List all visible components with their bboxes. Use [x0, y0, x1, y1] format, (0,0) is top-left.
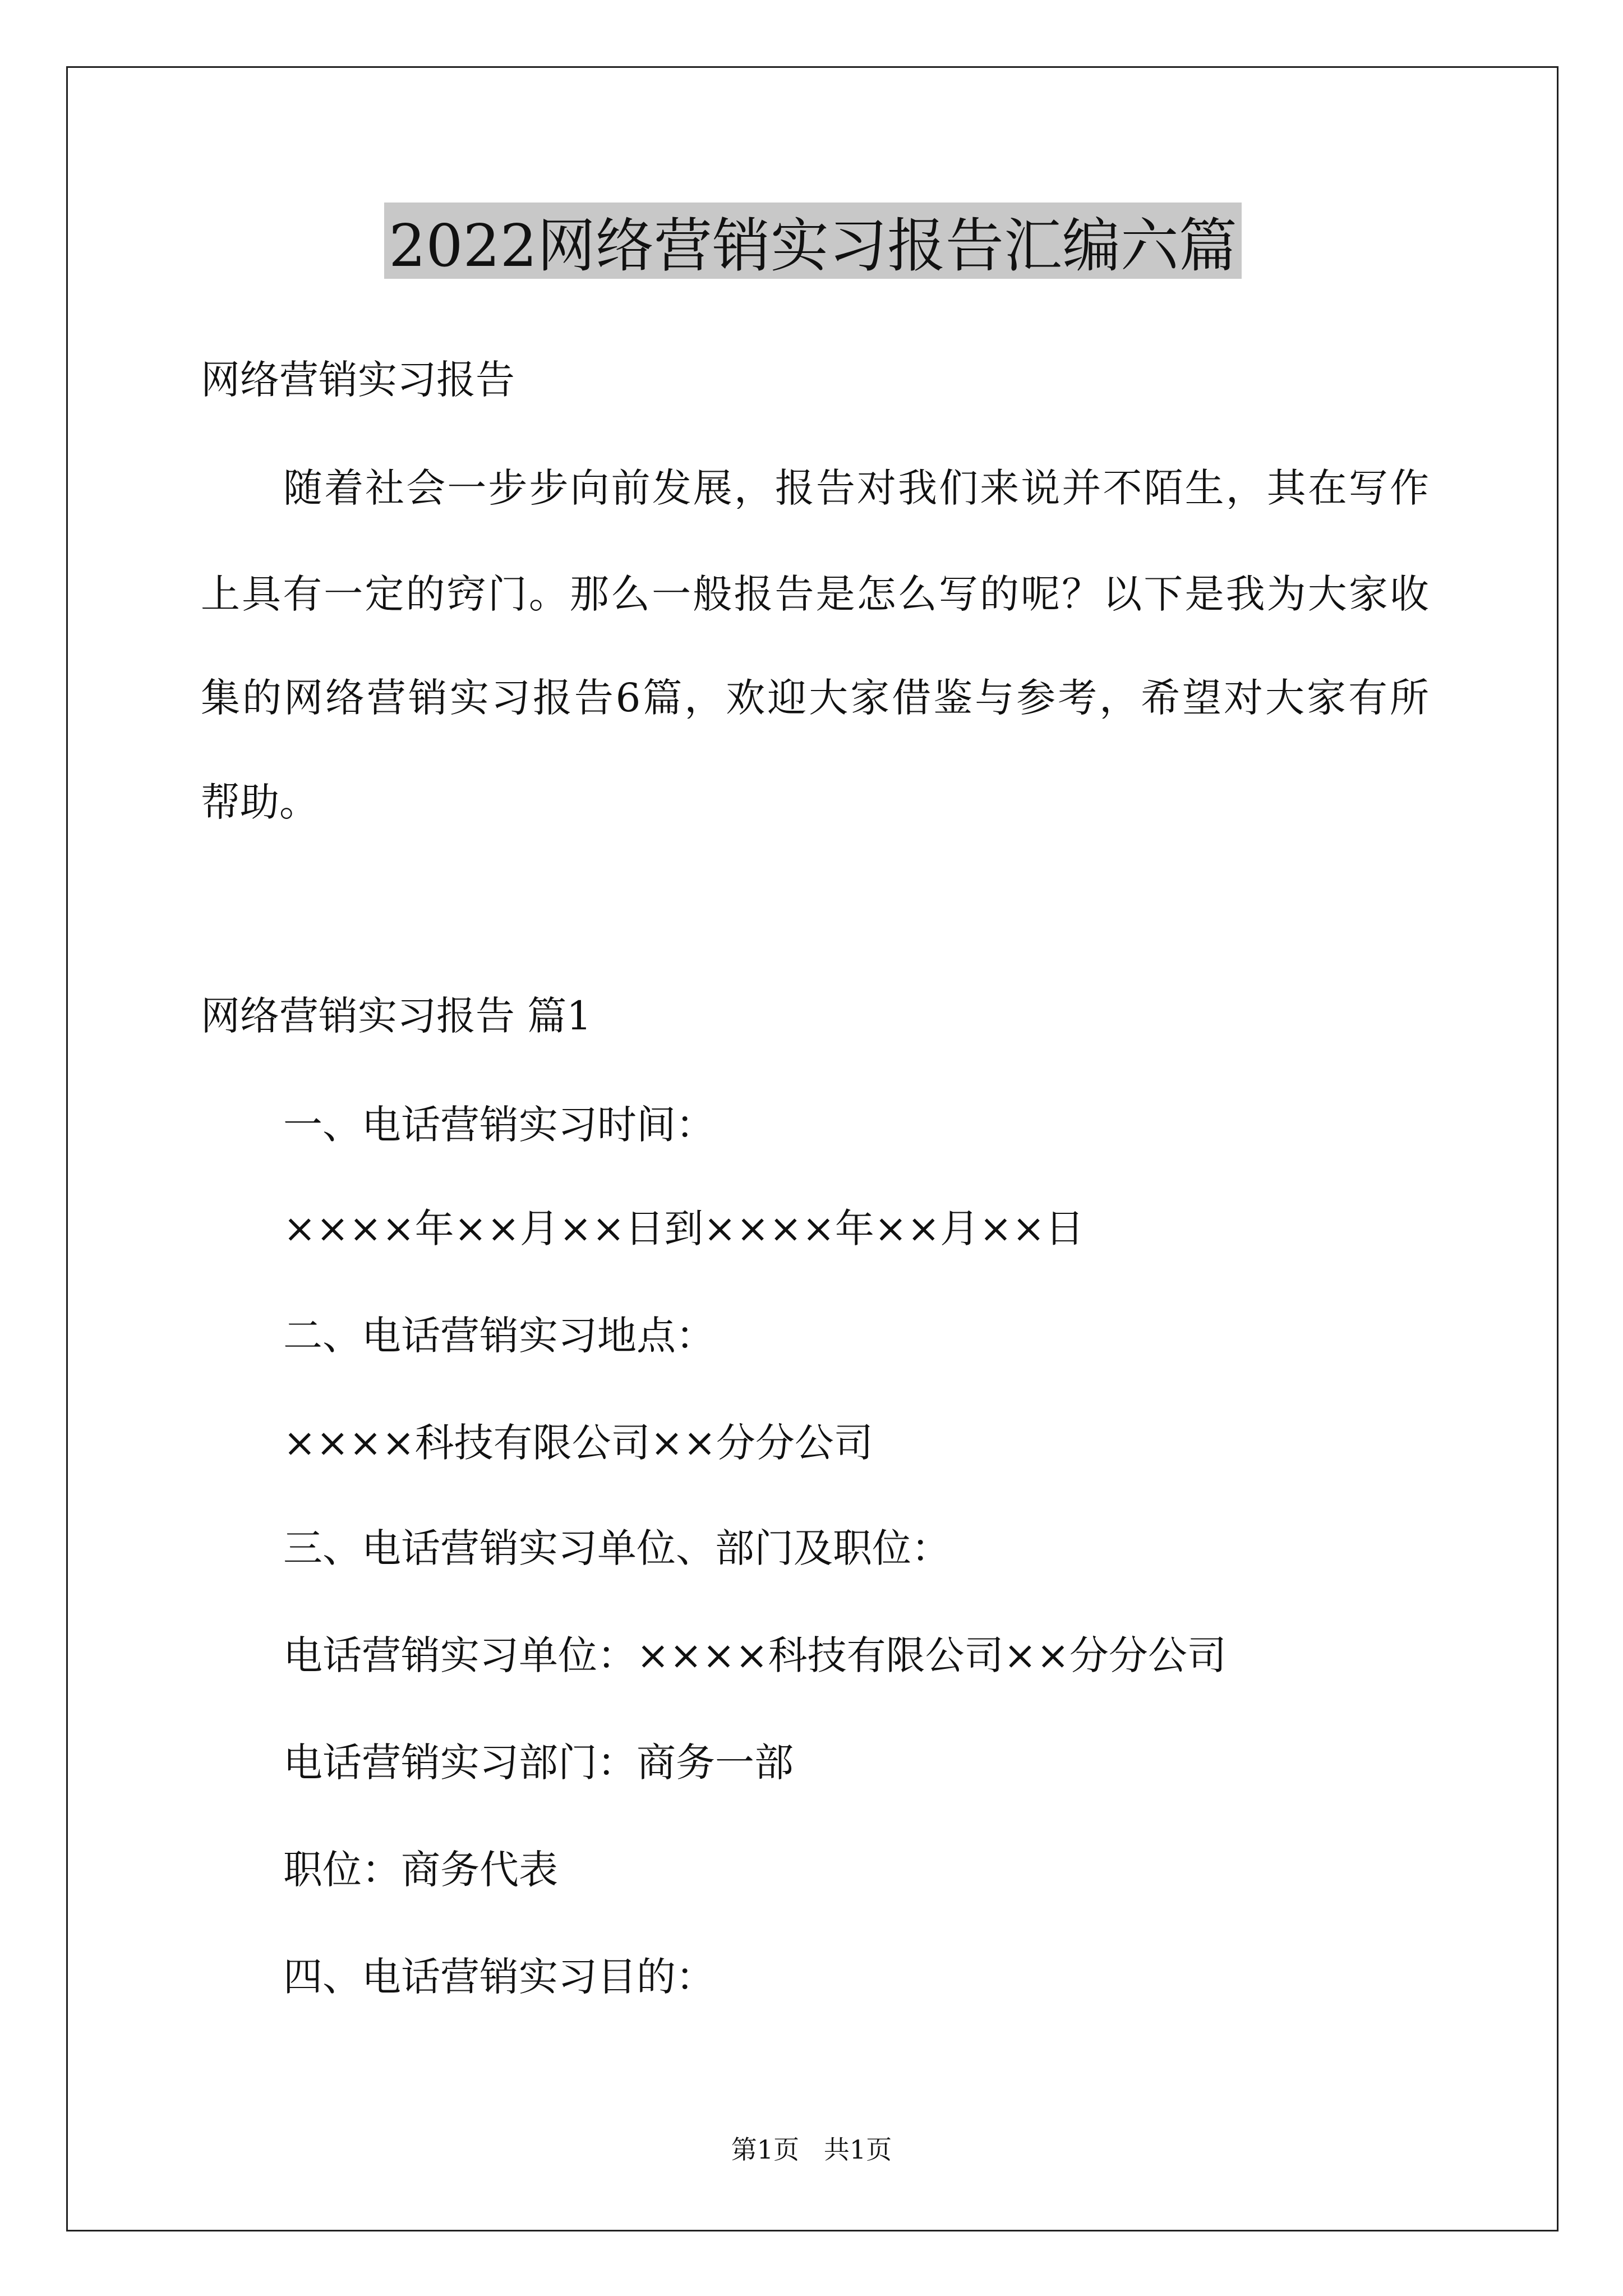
body-line: 二、电话营销实习地点：: [283, 1313, 715, 1359]
intro-line: 上具有一定的窍门。那么一般报告是怎么写的呢？以下是我为大家收: [201, 573, 1429, 615]
body-line: 电话营销实习单位：××××科技有限公司××分分公司: [283, 1632, 1227, 1678]
page-footer: 第1页 共1页: [731, 2134, 892, 2165]
body-line: ××××科技有限公司××分分公司: [283, 1420, 873, 1466]
body-line: ××××年××月××日到××××年××月××日: [283, 1205, 1085, 1251]
intro-heading: 网络营销实习报告: [201, 357, 515, 403]
intro-line: 随着社会一步步向前发展，报告对我们来说并不陌生，其在写作: [283, 467, 1429, 509]
body-line: 职位：商务代表: [283, 1847, 558, 1893]
intro-line: 集的网络营销实习报告6篇，欢迎大家借鉴与参考，希望对大家有所: [201, 677, 1429, 719]
document-title: 2022网络营销实习报告汇编六篇: [389, 211, 1237, 280]
title-highlight: [384, 203, 1242, 279]
body-line: 电话营销实习部门：商务一部: [283, 1740, 794, 1786]
body-line: 三、电话营销实习单位、部门及职位：: [283, 1525, 951, 1571]
body-line: 四、电话营销实习目的：: [283, 1954, 715, 2000]
body-line: 一、电话营销实习时间：: [283, 1102, 715, 1148]
intro-line: 帮助。: [201, 779, 319, 825]
section-heading: 网络营销实习报告 篇1: [201, 993, 592, 1039]
